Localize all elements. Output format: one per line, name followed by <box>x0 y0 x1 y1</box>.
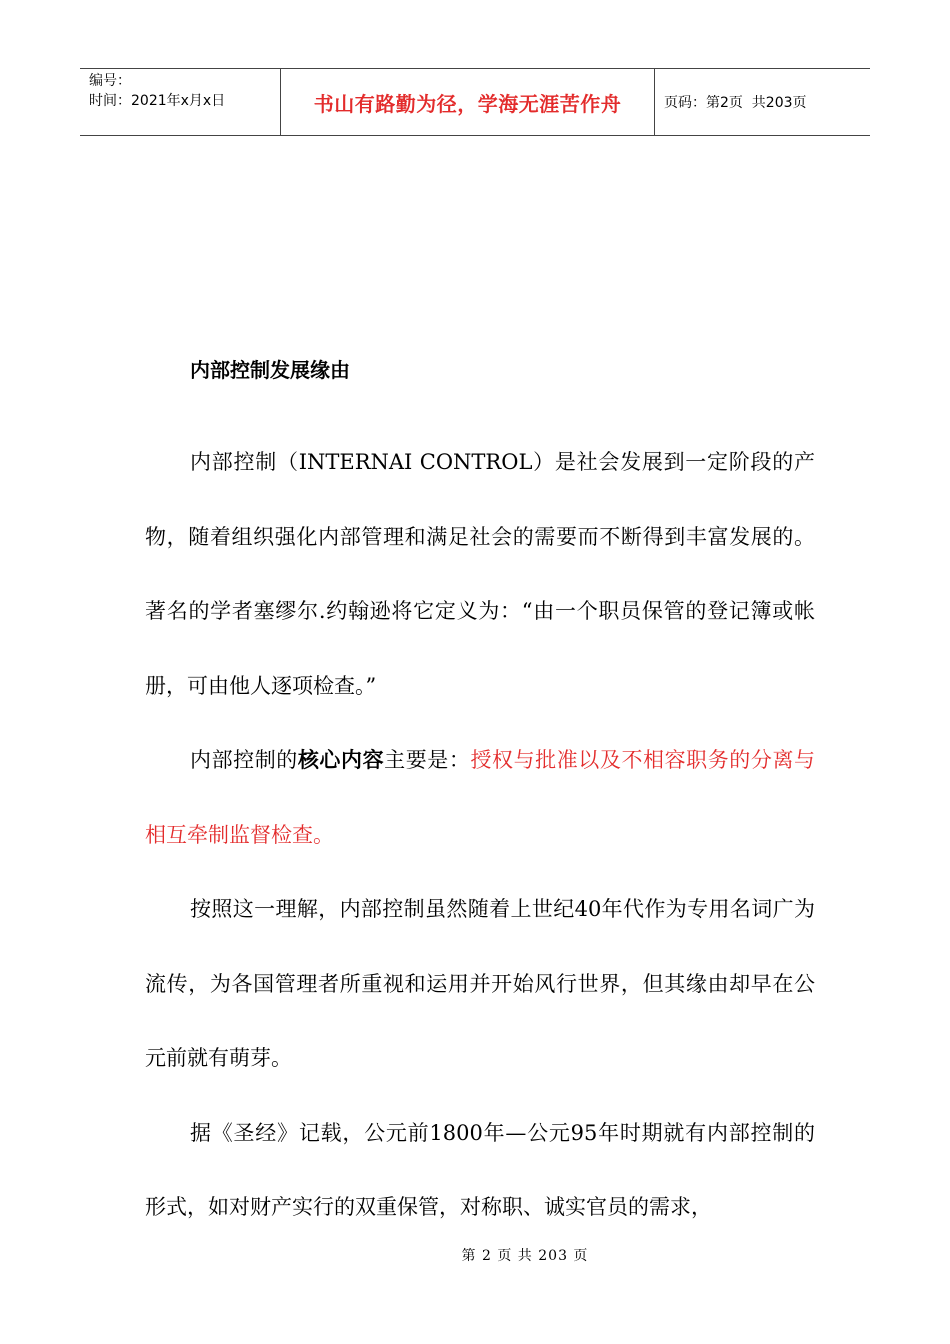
document-body <box>145 350 815 1245</box>
paragraph-2-mid: 主要是： <box>384 748 471 772</box>
paragraph-2 <box>145 723 815 872</box>
page-header <box>80 68 870 136</box>
time-label: 时间：2021年x月x日 <box>89 93 226 109</box>
paragraph-2-prefix: 内部控制的 <box>190 748 298 772</box>
paragraph-2-highlight: 授权与批准以及不相容职务的分离与相互牵制监督检查。 <box>145 748 816 847</box>
header-motto: 书山有路勤为径，学海无涯苦作舟 <box>281 69 655 135</box>
paragraph-2-bold: 核心内容 <box>297 748 385 772</box>
header-meta <box>80 69 281 135</box>
section-heading: 内部控制发展缘由 <box>190 358 350 382</box>
number-label: 编号： <box>89 73 131 89</box>
header-page-info: 页码：第2页 共203页 <box>664 95 807 111</box>
paragraph-4: 据《圣经》记载，公元前1800年—公元95年时期就有内部控制的形式，如对财产实行的双重保管，对称职、诚实官员的需求， <box>145 1120 815 1219</box>
paragraph-1: 内部控制（INTERNAI CONTROL）是社会发展到一定阶段的产物，随着组织强化内部管理和满足社会的需要而不断得到丰富发展的。著名的学者塞缪尔.约翰逊将它定义为：“由一个职员保管的登记簿或帐册，可由他人逐项检查。” <box>145 450 815 698</box>
page-footer: 第 2 页 共 203 页 <box>461 1248 589 1264</box>
paragraph-3: 按照这一理解，内部控制虽然随着上世纪40年代作为专用名词广为流传，为各国管理者所重视和运用并开始风行世界，但其缘由却早在公元前就有萌芽。 <box>145 897 815 1070</box>
